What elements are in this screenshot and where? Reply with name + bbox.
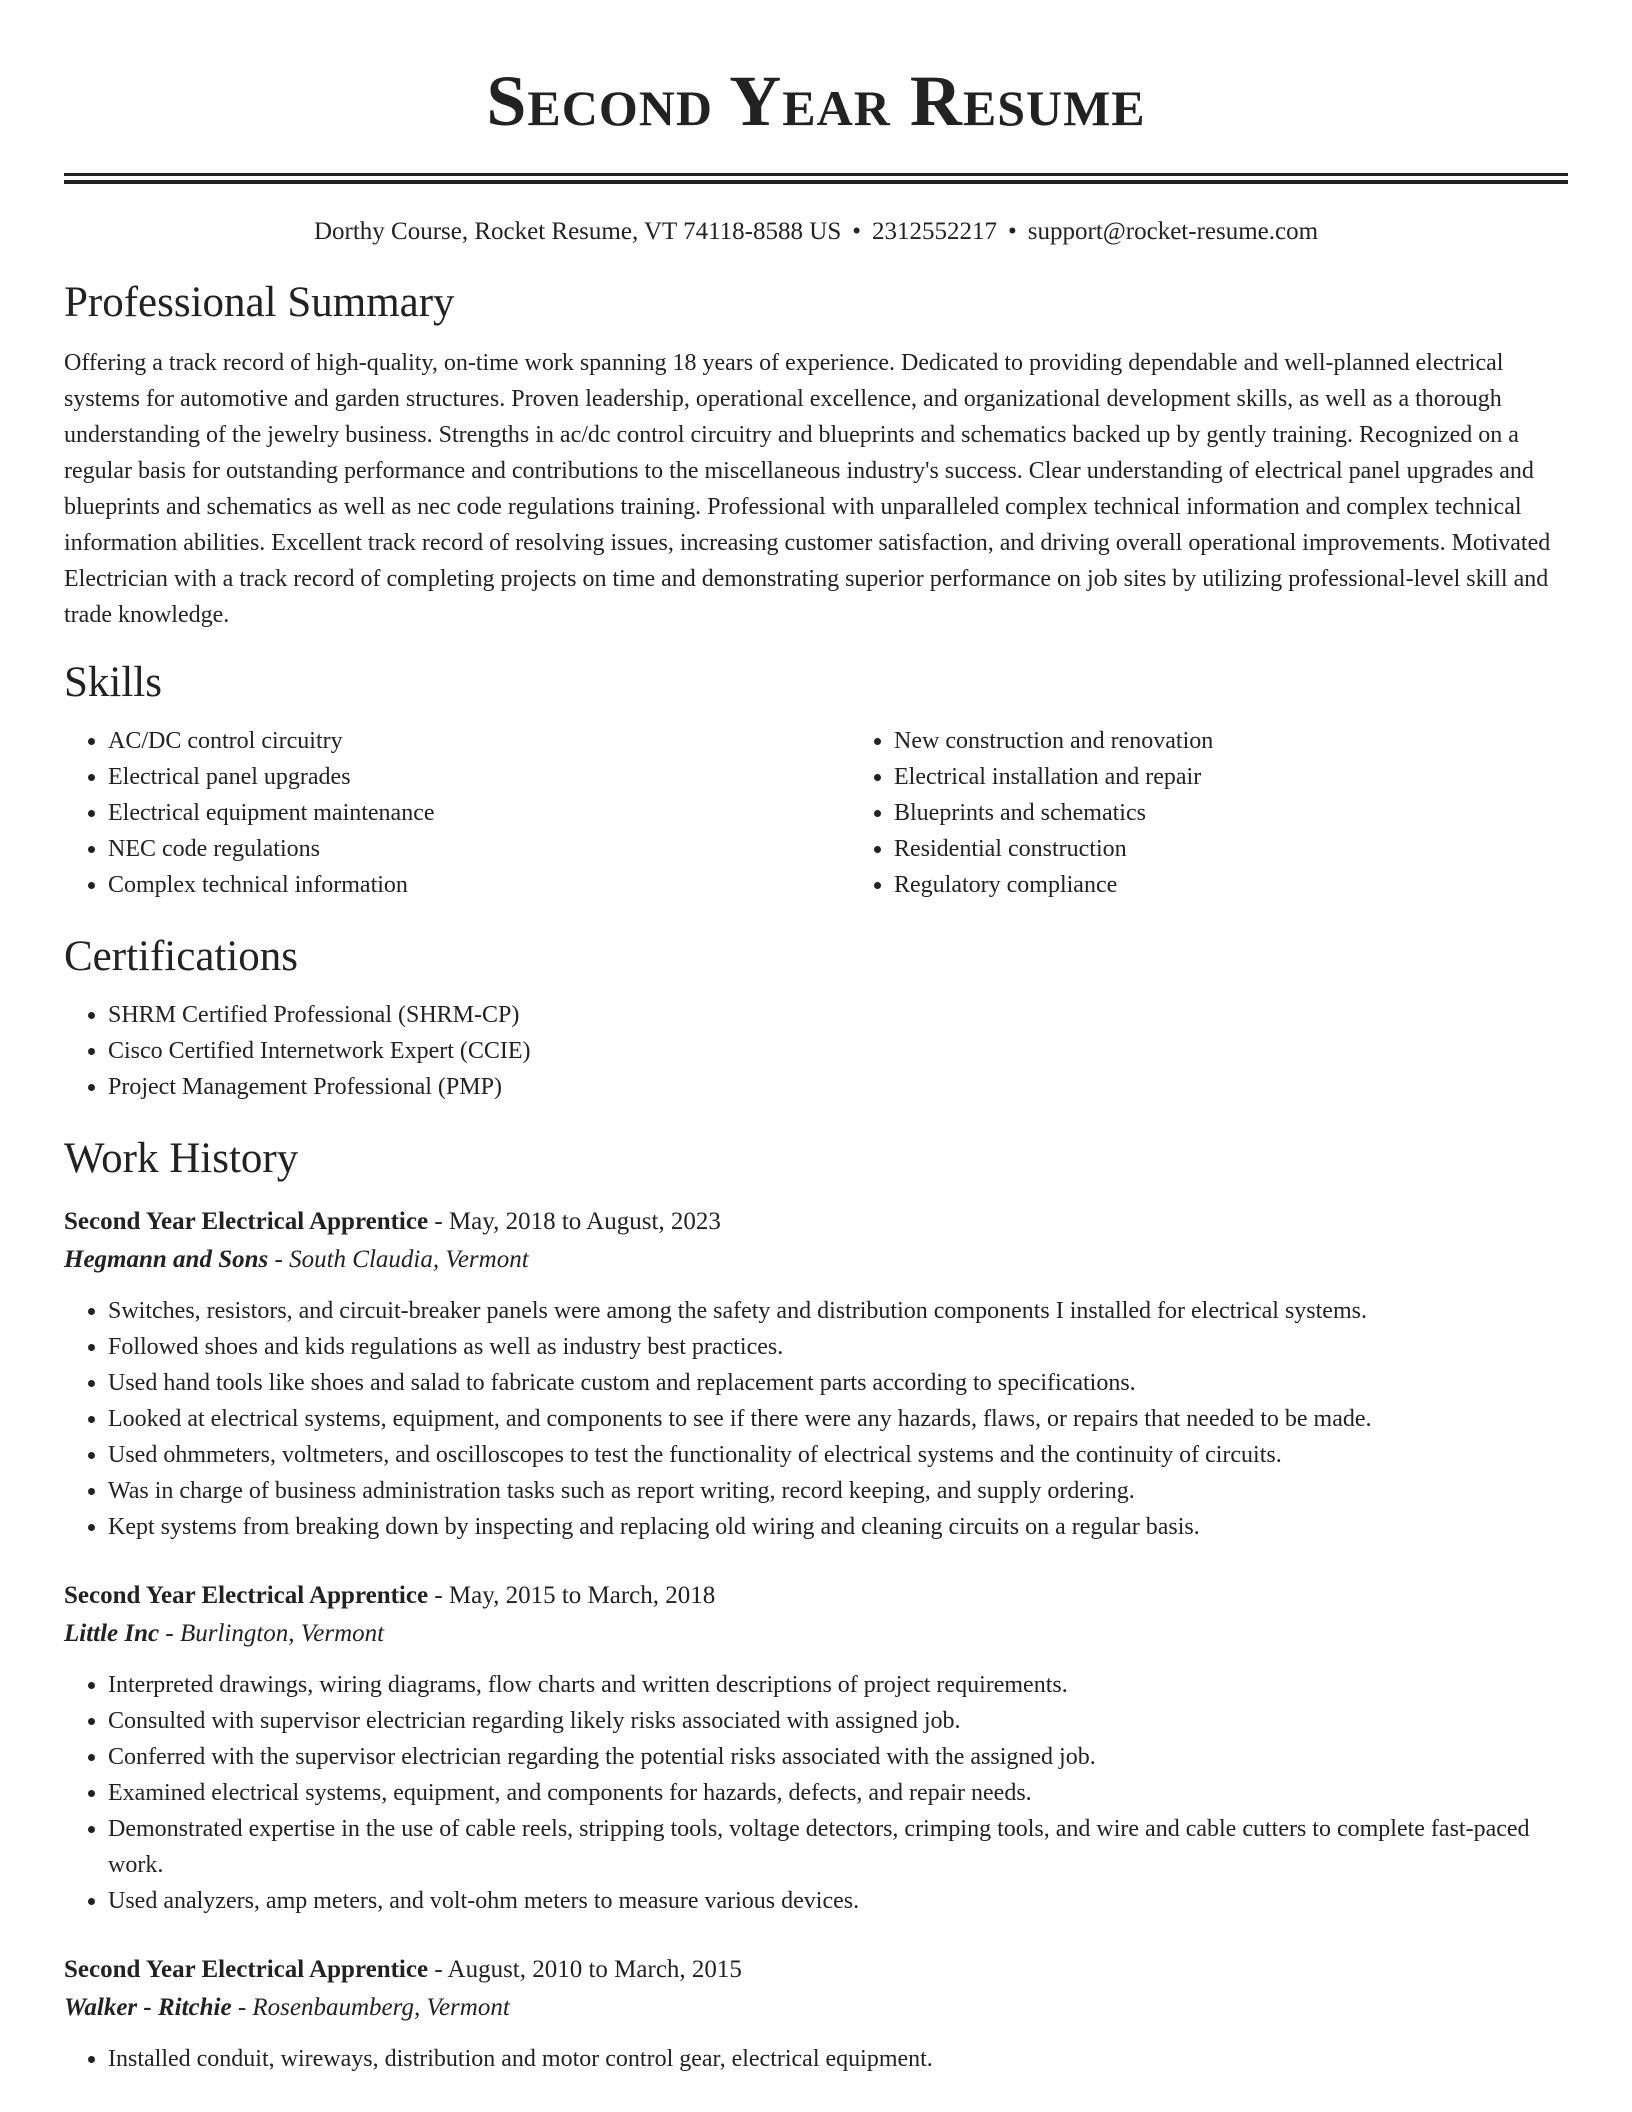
work-history-section: [64, 1133, 1568, 2077]
job-company-line: [64, 1989, 1568, 2027]
skill-item: • Regulatory compliance: [894, 867, 1568, 903]
certification-item: • Project Management Professional (PMP): [108, 1069, 1568, 1105]
skill-item: • Residential construction: [894, 831, 1568, 867]
skill-item: • New construction and renovation: [894, 723, 1568, 759]
job-company: Hegmann and Sons: [64, 1246, 269, 1273]
contact-email[interactable]: support@rocket-resume.com: [1027, 218, 1319, 245]
job-bullet: • Used analyzers, amp meters, and volt-ohm meters to measure various devices.: [108, 1883, 1568, 1919]
job-bullets: [64, 1293, 1568, 1545]
skill-item: • Electrical panel upgrades: [108, 759, 850, 795]
job-bullet: • Kept systems from breaking down by inspecting and replacing old wiring and cleaning circuits on a regular basis.: [108, 1509, 1568, 1545]
job-bullet: • Looked at electrical systems, equipment, and components to see if there were any hazards, flaws, or repairs that needed to be made.: [108, 1401, 1568, 1437]
job-location: - Burlington, Vermont: [165, 1620, 385, 1647]
job-dates: - August, 2010 to March, 2015: [434, 1956, 742, 1983]
job-company-line: [64, 1241, 1568, 1279]
job-dates: - May, 2015 to March, 2018: [434, 1582, 716, 1609]
job-entry: [64, 1951, 1568, 2077]
certification-item: • Cisco Certified Internetwork Expert (CCIE): [108, 1033, 1568, 1069]
skills-right-list: [850, 723, 1568, 903]
job-location: - Rosenbaumberg, Vermont: [237, 1994, 510, 2021]
skill-item: • Electrical equipment maintenance: [108, 795, 850, 831]
contact-line: [64, 215, 1568, 249]
job-company: Little Inc: [64, 1620, 160, 1647]
job-bullets: [64, 1667, 1568, 1919]
job-bullet: • Examined electrical systems, equipment, and components for hazards, defects, and repair needs.: [108, 1775, 1568, 1811]
summary-section: [64, 277, 1568, 633]
job-entry: [64, 1203, 1568, 1545]
job-dates: - May, 2018 to August, 2023: [434, 1208, 721, 1235]
job-bullet: • Demonstrated expertise in the use of cable reels, stripping tools, voltage detectors, crimping tools, and wire and cable cutters to complete fast-paced work.: [108, 1811, 1568, 1883]
job-title-line: [64, 1577, 1568, 1615]
job-bullet: • Followed shoes and kids regulations as well as industry best practices.: [108, 1329, 1568, 1365]
job-bullet: • Conferred with the supervisor electrician regarding the potential risks associated with the assigned job.: [108, 1739, 1568, 1775]
job-bullet: • Switches, resistors, and circuit-breaker panels were among the safety and distribution components I installed for electrical systems.: [108, 1293, 1568, 1329]
job-bullet: • Used ohmmeters, voltmeters, and oscilloscopes to test the functionality of electrical systems and the continuity of circuits.: [108, 1437, 1568, 1473]
job-entry: [64, 1577, 1568, 1919]
skills-heading: Skills: [64, 659, 162, 706]
skill-item: • Blueprints and schematics: [894, 795, 1568, 831]
job-company-line: [64, 1615, 1568, 1653]
job-title-line: [64, 1951, 1568, 1989]
skills-columns: [64, 723, 1568, 903]
job-title: Second Year Electrical Apprentice: [64, 1956, 429, 1983]
certifications-section: [64, 931, 1568, 1105]
certifications-heading: Certifications: [64, 933, 299, 980]
job-bullet: • Interpreted drawings, wiring diagrams, flow charts and written descriptions of project requirements.: [108, 1667, 1568, 1703]
contact-separator: •: [1008, 218, 1017, 245]
contact-separator: •: [852, 218, 861, 245]
job-bullet: • Was in charge of business administration tasks such as report writing, record keeping, and supply ordering.: [108, 1473, 1568, 1509]
job-company: Walker - Ritchie: [64, 1994, 232, 2021]
job-bullet: • Used hand tools like shoes and salad to fabricate custom and replacement parts according to specifications.: [108, 1365, 1568, 1401]
contact-address: Dorthy Course, Rocket Resume, VT 74118-8588 US: [313, 218, 842, 245]
summary-heading: Professional Summary: [64, 279, 455, 326]
job-title-line: [64, 1203, 1568, 1241]
skill-item: • Complex technical information: [108, 867, 850, 903]
contact-phone: 2312552217: [872, 218, 997, 245]
skill-item: • Electrical installation and repair: [894, 759, 1568, 795]
skill-item: • NEC code regulations: [108, 831, 850, 867]
job-title: Second Year Electrical Apprentice: [64, 1582, 429, 1609]
job-location: - South Claudia, Vermont: [274, 1246, 529, 1273]
job-bullet: • Installed conduit, wireways, distribution and motor control gear, electrical equipment.: [108, 2041, 1568, 2077]
summary-text: Offering a track record of high-quality, on-time work spanning 18 years of experience. Dedicated to providing dependable and well-planned electrical systems for automotive and garden structures. Proven leadership, operational excellence, and organizational development skills, as well as a thorough understanding of the jewelry business. Strengths in ac/dc control circuitry and blueprints and schematics backed up by gently training. Recognized on a regular basis for outstanding performance and contributions to the miscellaneous industry's success. Clear understanding of electrical panel upgrades and blueprints and schematics as well as nec code regulations training. Professional with unparalleled complex technical information and complex technical information abilities. Excellent track record of resolving issues, increasing customer satisfaction, and driving overall operational improvements. Motivated Electrician with a track record of completing projects on time and demonstrating superior performance on job sites by utilizing professional-level skill and trade knowledge.: [64, 350, 1551, 628]
job-bullet: • Consulted with supervisor electrician regarding likely risks associated with assigned job.: [108, 1703, 1568, 1739]
skills-left-list: [64, 723, 850, 903]
certification-item: • SHRM Certified Professional (SHRM-CP): [108, 997, 1568, 1033]
resume-title: Second Year Resume: [486, 61, 1146, 141]
certifications-list: [64, 997, 1568, 1105]
skills-section: [64, 657, 1568, 903]
skill-item: • AC/DC control circuitry: [108, 723, 850, 759]
job-bullets: [64, 2041, 1568, 2077]
job-title: Second Year Electrical Apprentice: [64, 1208, 429, 1235]
work-history-heading: Work History: [64, 1135, 299, 1182]
title-divider: [64, 173, 1568, 184]
